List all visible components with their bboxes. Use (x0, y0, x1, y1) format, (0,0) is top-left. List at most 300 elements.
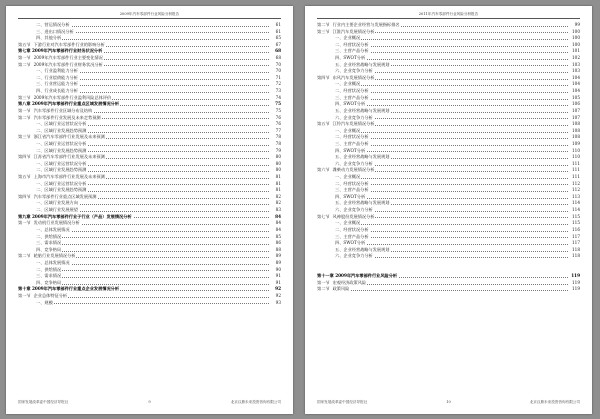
toc-entry-label: 五、企业经营战略与发展规划 (317, 108, 390, 113)
toc-section-title: 江铃汽车发展情况分析 (332, 121, 375, 127)
toc-entry-label: 第十章 2009年汽车零部件行业重点企业发展情况分析 (18, 286, 120, 292)
toc-entry-label: 二、区域行业发展趋势预测 (18, 167, 87, 172)
toc-page-number: 115 (572, 220, 580, 226)
toc-section-entry[interactable] (317, 214, 580, 221)
toc-section-title: 2009年汽车零部件行业主要变化情况 (33, 55, 103, 61)
toc-subsection-entry[interactable] (18, 81, 281, 88)
toc-section-title: 汽车零部件行业区域分布及结构 (33, 107, 93, 113)
page-number: 9 (148, 400, 151, 404)
toc-section-number: 第三节 (18, 134, 31, 140)
page-footer (18, 398, 281, 406)
toc-entry-label: 二、区域行业发展趋势预测 (18, 187, 87, 192)
toc-subsection-entry[interactable] (317, 108, 580, 115)
toc-entry-label: 一、区域行业发展方向 (18, 200, 79, 205)
toc-chapter-entry[interactable] (18, 286, 281, 293)
toc-entry-label (18, 194, 97, 199)
toc-page-number: 65 (275, 35, 281, 41)
toc-subsection-entry[interactable] (317, 187, 580, 194)
toc-entry-label: 第八章 2009年汽车零部件行业重点区域发展情况分析 (18, 101, 120, 107)
toc-page-number: 108 (572, 127, 580, 133)
toc-entry-label: 二、供给情况 (18, 234, 62, 239)
toc-entry-label: 一、区域行业运营状况分析 (18, 161, 87, 166)
toc-section-title: 2009年汽车零部件行业盈利风险总体评价 (33, 94, 112, 100)
toc-section-title: 江淮汽车发展情况分析 (332, 28, 375, 34)
toc-subsection-entry[interactable] (317, 95, 580, 102)
toc-page-number: 67 (275, 41, 281, 47)
toc-subsection-entry[interactable] (317, 253, 580, 260)
toc-section-title: 企业总体特征分析 (33, 292, 68, 298)
toc-section-title: 政策风险 (332, 286, 350, 292)
toc-page-number: 110 (572, 154, 580, 160)
toc-page-number: 104 (572, 88, 580, 94)
toc-page-right (305, 6, 592, 414)
toc-section-title: 下游行业对汽车零部件行业的影响分析 (33, 41, 105, 47)
toc-entry-label: 三、行业营运能力分析 (18, 81, 79, 86)
toc-subsection-entry[interactable] (18, 280, 281, 287)
toc-section-number: 第二节 (317, 286, 330, 292)
toc-page-number: 68 (275, 55, 281, 61)
toc-entry-label (317, 286, 350, 291)
toc-entry-label (317, 280, 367, 285)
toc-page-number: 80 (275, 167, 281, 173)
toc-entry-label: 六、企业竞争力分析 (317, 161, 374, 166)
toc-page-number: 112 (572, 180, 580, 186)
toc-section-entry[interactable] (18, 115, 281, 122)
toc-page-number: 89 (275, 259, 281, 265)
toc-page-number: 88 (275, 246, 281, 252)
toc-section-title: 江苏省汽车零部件行业发展及未来预测 (33, 154, 105, 160)
toc-page-number: 111 (572, 174, 580, 180)
toc-entry-label: 一、总体发展情况 (18, 260, 71, 265)
toc-page-number: 100 (572, 28, 580, 34)
toc-page-number: 109 (572, 140, 580, 146)
toc-entry-label: 三、主营产品分析 (317, 234, 370, 239)
toc-entry-label: 六、企业竞争力分析 (317, 68, 374, 73)
toc-entry-label: 四、竞争格局 (18, 280, 62, 285)
toc-page-number: 111 (572, 160, 580, 166)
toc-section-entry[interactable] (317, 280, 580, 287)
toc-page-number: 119 (571, 273, 580, 279)
toc-page-number: 91 (275, 273, 281, 279)
toc-section-entry[interactable] (18, 55, 281, 62)
toc-page-number: 83 (275, 207, 281, 213)
toc-entry-label: 二、经营状况分析 (317, 88, 370, 93)
toc-subsection-entry[interactable] (317, 227, 580, 234)
toc-section-number: 第一节 (18, 220, 31, 226)
toc-entry-label (18, 95, 112, 100)
toc-subsection-entry[interactable] (317, 148, 580, 155)
toc-subsection-entry[interactable] (317, 68, 580, 75)
table-of-contents (18, 22, 281, 306)
toc-section-entry[interactable] (18, 194, 281, 201)
toc-entry-label: 三、主营产品分析 (317, 95, 370, 100)
toc-entry-label: 六、企业竞争力分析 (317, 253, 374, 258)
toc-section-number: 第五节 (18, 174, 31, 180)
toc-subsection-entry[interactable] (18, 141, 281, 148)
toc-entry-label (18, 55, 104, 60)
toc-subsection-entry[interactable] (18, 88, 281, 95)
toc-page-number: 101 (572, 48, 580, 54)
toc-page-number: 79 (275, 147, 281, 153)
toc-section-title: 发动机行业发展情况分析 (33, 220, 80, 226)
toc-page-number: 106 (572, 101, 580, 107)
toc-entry-label: 二、区域行业发展趋势预测 (18, 128, 87, 133)
toc-entry-label: 二、经营状况分析 (317, 42, 370, 47)
toc-entry-label: 五、企业经营战略与发展规划 (317, 247, 390, 252)
toc-entry-label (18, 253, 76, 258)
toc-page-number: 81 (275, 174, 281, 180)
toc-entry-label (18, 42, 106, 47)
toc-entry-label: 四、SWOT分析 (317, 101, 366, 106)
toc-section-number: 第一节 (18, 107, 31, 113)
toc-entry-label (317, 121, 375, 126)
toc-entry-label (317, 29, 375, 34)
toc-section-title: 汽车零部件行业重点区域发展预测 (33, 193, 97, 199)
toc-entry-label: 第十一章 2009年汽车零部件行业风险分析 (317, 273, 398, 279)
toc-section-number: 第二节 (18, 114, 31, 120)
toc-entry-label: 一、企业概况 (317, 81, 361, 86)
toc-entry-label: 五、企业经营战略与发展规划 (317, 154, 390, 159)
toc-section-number: 第五节 (317, 121, 330, 127)
toc-page-number: 116 (572, 226, 580, 232)
toc-section-number: 第三节 (317, 28, 330, 34)
toc-entry-label: 四、SWOT分析 (317, 240, 366, 245)
toc-section-number: 第一节 (18, 55, 31, 61)
toc-section-number: 第四节 (18, 154, 31, 160)
toc-entry-label: 四、其他分析 (18, 35, 62, 40)
toc-section-number: 第六节 (317, 167, 330, 173)
toc-entry-label (18, 174, 106, 179)
toc-subsection-entry[interactable] (317, 161, 580, 168)
toc-subsection-entry[interactable] (317, 101, 580, 108)
toc-section-title: 东风汽车发展情况分析 (332, 74, 375, 80)
toc-entry-label (18, 293, 68, 298)
toc-section-title: 宏观经济政策风险 (332, 279, 367, 285)
toc-page-number: 103 (572, 61, 580, 67)
toc-entry-label: 一、企业概况 (317, 220, 361, 225)
toc-subsection-entry[interactable] (18, 227, 281, 234)
toc-entry-label: 二、区域行业发展趋势预测 (18, 148, 87, 153)
toc-chapter-entry[interactable] (18, 101, 281, 108)
toc-subsection-entry[interactable] (317, 88, 580, 95)
toc-entry-label: 二、经营状况分析 (317, 181, 370, 186)
toc-subsection-entry[interactable] (317, 220, 580, 227)
toc-entry-label: 二、行业偿债能力分析 (18, 75, 79, 80)
toc-entry-label: 一、规模 (18, 300, 54, 305)
toc-entry-label: 四、竞争格局 (18, 247, 62, 252)
toc-section-entry[interactable] (317, 121, 580, 128)
toc-page-number: 99 (574, 22, 580, 27)
page-header: 2009年汽车零部件行业风险分析报告 (18, 10, 281, 19)
toc-page-number: 92 (275, 292, 281, 298)
toc-page-number: 71 (275, 74, 281, 80)
toc-entry-label: 二、经营状况分析 (317, 134, 370, 139)
toc-entry-label: 一、总体发展情况 (18, 227, 71, 232)
toc-subsection-entry[interactable] (317, 234, 580, 241)
toc-subsection-entry[interactable] (18, 247, 281, 254)
toc-entry-label: 一、企业概况 (317, 174, 361, 179)
toc-subsection-entry[interactable] (317, 55, 580, 62)
toc-page-number: 119 (572, 286, 580, 292)
toc-entry-label: 三、需求情况 (18, 240, 62, 245)
toc-section-title: 浙江省汽车零部件行业发展及未来预测 (33, 134, 105, 140)
toc-section-title: 行业内主要企业经营与发展指标排名 (332, 22, 400, 27)
toc-subsection-entry[interactable] (317, 81, 580, 88)
toc-subsection-entry[interactable] (317, 207, 580, 214)
toc-spacer (317, 267, 580, 274)
toc-chapter-entry[interactable] (18, 48, 281, 55)
toc-page-number: 104 (572, 81, 580, 87)
toc-page-number: 81 (275, 187, 281, 193)
toc-section-entry[interactable] (18, 95, 281, 102)
toc-page-number: 73 (275, 88, 281, 94)
toc-page-number: 104 (572, 74, 580, 80)
toc-page-number: 82 (275, 193, 281, 199)
toc-section-number: 第五节 (18, 41, 31, 47)
toc-page-number: 80 (275, 160, 281, 166)
toc-subsection-entry[interactable] (317, 200, 580, 207)
toc-subsection-entry[interactable] (317, 141, 580, 148)
toc-page-number: 74 (275, 94, 281, 100)
toc-section-entry[interactable] (18, 62, 281, 69)
toc-entry-label: 一、区域行业运营状况分析 (18, 181, 87, 186)
toc-subsection-entry[interactable] (18, 161, 281, 168)
toc-page-number: 85 (275, 233, 281, 239)
toc-page-number: 108 (572, 121, 580, 127)
toc-page-number: 100 (572, 41, 580, 47)
toc-page-number: 112 (572, 187, 580, 193)
toc-page-number: 115 (572, 213, 580, 219)
toc-page-number: 72 (275, 81, 281, 87)
toc-subsection-entry[interactable] (18, 68, 281, 75)
toc-subsection-entry[interactable] (18, 187, 281, 194)
toc-subsection-entry[interactable] (18, 128, 281, 135)
toc-entry-label: 三、进出口情况分析 (18, 29, 75, 34)
toc-spacer (317, 260, 580, 267)
toc-page-number: 70 (275, 68, 281, 74)
toc-section-title: 潍柴动力发展情况分析 (332, 167, 375, 173)
toc-page-number: 84 (275, 213, 281, 219)
toc-entry-label: 一、企业概况 (317, 35, 361, 40)
toc-subsection-entry[interactable] (317, 154, 580, 161)
toc-page-number: 102 (572, 55, 580, 61)
toc-page-number: 105 (572, 94, 580, 100)
toc-section-number: 第一节 (317, 279, 330, 285)
toc-subsection-entry[interactable] (18, 260, 281, 267)
toc-entry-label: 第七章 2009年汽车零部件行业财务状况分析 (18, 48, 103, 54)
toc-section-number: 第二节 (18, 253, 31, 259)
toc-entry-label: 四、SWOT分析 (317, 148, 366, 153)
footer-publisher: 国家发展改革委中国经济导报社 (317, 400, 368, 404)
toc-subsection-entry[interactable] (317, 247, 580, 254)
toc-subsection-entry[interactable] (18, 35, 281, 42)
toc-page-number: 114 (572, 200, 580, 206)
toc-page-number: 82 (275, 200, 281, 206)
toc-page-number: 89 (275, 253, 281, 259)
toc-subsection-entry[interactable] (317, 128, 580, 135)
toc-section-entry[interactable] (317, 29, 580, 36)
toc-entry-label: 六、企业竞争力分析 (317, 207, 374, 212)
toc-entry-label (18, 220, 81, 225)
toc-page-number: 68 (275, 48, 281, 54)
toc-subsection-entry[interactable] (317, 48, 580, 55)
toc-section-number: 第二节 (317, 22, 330, 27)
toc-section-entry[interactable] (317, 75, 580, 82)
footer-company: 北京汉鼎未来投资咨询有限公司 (230, 400, 281, 404)
toc-entry-label: 六、企业竞争力分析 (317, 115, 374, 120)
toc-entry-label: 三、主营产品分析 (317, 141, 370, 146)
toc-page-number: 76 (275, 121, 281, 127)
toc-page-number: 78 (275, 140, 281, 146)
toc-page-number: 77 (275, 127, 281, 133)
toc-page-number: 103 (572, 68, 580, 74)
toc-subsection-entry[interactable] (18, 234, 281, 241)
toc-subsection-entry[interactable] (18, 240, 281, 247)
toc-entry-label: 一、企业概况 (317, 128, 361, 133)
toc-entry-label: 一、区域行业运营状况分析 (18, 141, 87, 146)
toc-section-entry[interactable] (317, 167, 580, 174)
toc-subsection-entry[interactable] (18, 267, 281, 274)
toc-page-number: 76 (275, 114, 281, 120)
toc-page-number: 75 (275, 101, 281, 107)
page-footer (317, 398, 580, 406)
toc-subsection-entry[interactable] (317, 194, 580, 201)
toc-entry-label: 三、主营产品分析 (317, 187, 370, 192)
toc-section-entry[interactable] (18, 174, 281, 181)
toc-chapter-entry[interactable] (317, 273, 580, 280)
toc-subsection-entry[interactable] (18, 181, 281, 188)
toc-entry-label: 第九章 2009年汽车零部件行业子行业（产品）发展情况分析 (18, 213, 132, 219)
toc-entry-label: 二、区域行业发展展望 (18, 207, 79, 212)
toc-entry-label: 一、行业盈利能力分析 (18, 68, 79, 73)
toc-entry-label (317, 75, 375, 80)
toc-entry-label: 四、SWOT分析 (317, 55, 366, 60)
page-number: 10 (446, 400, 451, 404)
toc-subsection-entry[interactable] (317, 181, 580, 188)
toc-page-number: 61 (275, 28, 281, 34)
toc-entry-label: 二、经营状况分析 (317, 227, 370, 232)
toc-section-entry[interactable] (18, 154, 281, 161)
toc-page-number: 117 (572, 233, 580, 239)
toc-section-entry[interactable] (317, 22, 580, 29)
toc-subsection-entry[interactable] (18, 273, 281, 280)
toc-section-number: 第三节 (18, 94, 31, 100)
toc-subsection-entry[interactable] (18, 22, 281, 29)
toc-page-number: 107 (572, 107, 580, 113)
toc-subsection-entry[interactable] (317, 115, 580, 122)
toc-entry-label: 五、企业经营战略与发展规划 (317, 200, 390, 205)
toc-subsection-entry[interactable] (18, 75, 281, 82)
toc-subsection-entry[interactable] (18, 121, 281, 128)
toc-subsection-entry[interactable] (317, 240, 580, 247)
toc-section-number: 第四节 (317, 74, 330, 80)
toc-entry-label (18, 134, 106, 139)
toc-entry-label (18, 108, 93, 113)
toc-page-number: 78 (275, 134, 281, 140)
toc-subsection-entry[interactable] (317, 42, 580, 49)
toc-section-number: 第一节 (18, 292, 31, 298)
toc-subsection-entry[interactable] (317, 62, 580, 69)
toc-section-title: 汽车零部件行业发展及未来走势预测 (33, 114, 101, 120)
toc-page-number: 80 (275, 154, 281, 160)
toc-entry-label: 一、区域行业运营状况分析 (18, 121, 87, 126)
toc-section-number: 第七节 (317, 213, 330, 219)
toc-section-title: 上海市汽车零部件行业发展及未来预测 (33, 174, 105, 180)
toc-page-number: 118 (572, 253, 580, 259)
toc-page-number: 75 (275, 107, 281, 113)
toc-section-entry[interactable] (18, 253, 281, 260)
toc-section-entry[interactable] (18, 134, 281, 141)
toc-entry-label (18, 62, 104, 67)
toc-chapter-entry[interactable] (18, 214, 281, 221)
toc-entry-label: 二、供给情况 (18, 267, 62, 272)
toc-entry-label: 五、企业经营战略与发展规划 (317, 62, 390, 67)
toc-section-entry[interactable] (18, 220, 281, 227)
toc-section-title: 2009年汽车零部件行业财务状况分析 (33, 61, 103, 67)
toc-page-number: 107 (572, 114, 580, 120)
toc-section-entry[interactable] (18, 42, 281, 49)
toc-section-entry[interactable] (18, 293, 281, 300)
toc-section-entry[interactable] (18, 108, 281, 115)
toc-page-number: 100 (572, 35, 580, 41)
toc-subsection-entry[interactable] (317, 35, 580, 42)
toc-subsection-entry[interactable] (18, 167, 281, 174)
toc-page-number: 117 (572, 240, 580, 246)
toc-entry-label (18, 115, 102, 120)
leader-dots (317, 290, 568, 291)
toc-page-left (6, 6, 293, 414)
toc-subsection-entry[interactable] (317, 134, 580, 141)
leader-dots (18, 303, 269, 304)
toc-entry-label: 三、主营产品分析 (317, 48, 370, 53)
toc-page-number: 108 (572, 134, 580, 140)
toc-subsection-entry[interactable] (18, 29, 281, 36)
toc-page-number: 70 (275, 61, 281, 67)
toc-page-number: 111 (572, 167, 580, 173)
toc-subsection-entry[interactable] (317, 174, 580, 181)
toc-page-number: 84 (275, 226, 281, 232)
toc-page-number: 93 (275, 299, 281, 305)
toc-page-number: 90 (275, 266, 281, 272)
page-header: 2011年汽车零部件行业风险分析报告 (317, 10, 580, 19)
toc-subsection-entry[interactable] (18, 207, 281, 214)
toc-page-number: 61 (275, 22, 281, 27)
toc-subsection-entry[interactable] (18, 300, 281, 307)
toc-entry-label: 三、需求情况 (18, 273, 62, 278)
toc-page-number: 86 (275, 240, 281, 246)
footer-publisher: 国家发展改革委中国经济导报社 (18, 400, 69, 404)
toc-page-number: 92 (275, 286, 281, 292)
toc-entry-label (317, 214, 375, 219)
toc-page-number: 113 (572, 193, 580, 199)
toc-section-number: 第二节 (18, 61, 31, 67)
toc-page-number: 118 (572, 246, 580, 252)
toc-entry-label (18, 154, 106, 159)
toc-page-number: 114 (572, 207, 580, 213)
toc-entry-label: 二、营运情况分析 (18, 22, 71, 27)
toc-entry-label (317, 167, 375, 172)
toc-entry-label (317, 22, 401, 27)
toc-subsection-entry[interactable] (18, 200, 281, 207)
table-of-contents (317, 22, 580, 293)
toc-section-entry[interactable] (317, 286, 580, 293)
toc-entry-label: 四、行业成长能力分析 (18, 88, 79, 93)
toc-section-title: 风神股份发展情况分析 (332, 213, 375, 219)
toc-page-number: 119 (572, 279, 580, 285)
toc-page-number: 81 (275, 180, 281, 186)
toc-page-number: 110 (572, 147, 580, 153)
toc-subsection-entry[interactable] (18, 148, 281, 155)
